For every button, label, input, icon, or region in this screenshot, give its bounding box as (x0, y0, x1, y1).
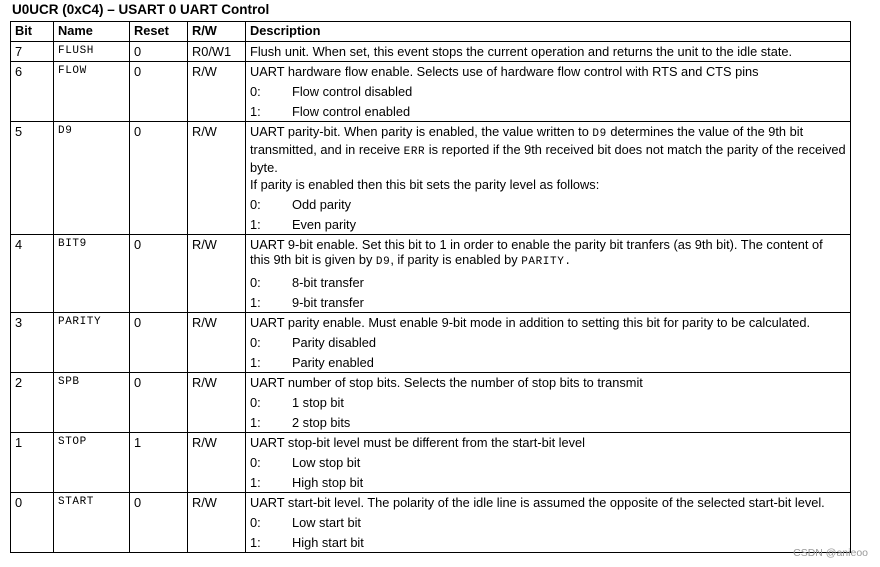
option-key: 1: (250, 294, 261, 310)
table-header-row (11, 22, 851, 42)
cell-bit: 6 (11, 62, 54, 122)
option-key: 1: (250, 354, 261, 370)
header-description: Description (246, 22, 851, 42)
option-row (250, 532, 846, 552)
description-text: UART parity enable. Must enable 9-bit mode in addition to setting this bit for parity to be calculated. (250, 315, 811, 330)
description-text: UART start-bit level. The polarity of the idle line is assumed the opposite of the selected start-bit level. (250, 495, 825, 510)
table-row (11, 433, 851, 493)
option-value: Flow control disabled (292, 83, 413, 99)
cell-reset: 0 (130, 313, 188, 373)
register-title: U0UCR (0xC4) – USART 0 UART Control (12, 2, 270, 17)
cell-bit: 5 (11, 122, 54, 235)
register-table (10, 21, 851, 553)
cell-rw: R/W (188, 433, 246, 493)
cell-rw: R/W (188, 122, 246, 235)
option-value: 9-bit transfer (292, 294, 364, 310)
cell-bit: 2 (11, 373, 54, 433)
cell-description (246, 62, 851, 122)
cell-bit: 1 (11, 433, 54, 493)
cell-description (246, 433, 851, 493)
option-key: 0: (250, 394, 261, 410)
table-row (11, 122, 851, 235)
option-key: 1: (250, 534, 261, 550)
table-row (11, 62, 851, 122)
option-key: 0: (250, 334, 261, 350)
cell-name: PARITY (54, 313, 130, 373)
option-value: Low start bit (292, 514, 361, 530)
cell-name: BIT9 (54, 235, 130, 313)
cell-rw: R/W (188, 313, 246, 373)
description-text: Flush unit. When set, this event stops the current operation and returns the unit to the idle state. (250, 44, 793, 59)
option-row (250, 472, 846, 492)
description-text: UART 9-bit enable. Set this bit to 1 in order to enable the parity bit tranfers (as 9th bit). The content of this 9th bit is given by D9, if parity is enabled by PARITY. (250, 237, 823, 268)
header-name: Name (54, 22, 130, 42)
table-row (11, 313, 851, 373)
cell-name: FLOW (54, 62, 130, 122)
description-text: UART stop-bit level must be different from the start-bit level (250, 435, 585, 450)
cell-reset: 0 (130, 235, 188, 313)
cell-description (246, 373, 851, 433)
option-value: High stop bit (292, 474, 364, 490)
cell-bit: 0 (11, 493, 54, 553)
option-row (250, 412, 846, 432)
table-row (11, 373, 851, 433)
table-row (11, 42, 851, 62)
option-row (250, 101, 846, 121)
cell-name: START (54, 493, 130, 553)
cell-reset: 0 (130, 373, 188, 433)
cell-reset: 0 (130, 62, 188, 122)
option-value: Low stop bit (292, 454, 361, 470)
header-bit: Bit (11, 22, 54, 42)
cell-bit: 7 (11, 42, 54, 62)
cell-bit: 4 (11, 235, 54, 313)
option-row (250, 332, 846, 352)
cell-description (246, 42, 851, 62)
option-row (250, 214, 846, 234)
option-key: 1: (250, 216, 261, 232)
option-key: 1: (250, 474, 261, 490)
option-value: 1 stop bit (292, 394, 344, 410)
cell-rw: R/W (188, 493, 246, 553)
description-text: UART parity-bit. When parity is enabled, the value written to D9 determines the value of the 9th bit transmitted, and in receive ERR is reported if the 9th received bit does not match the parity of the received byte. (250, 124, 846, 175)
option-value: Parity enabled (292, 354, 374, 370)
description-text: UART hardware flow enable. Selects use of hardware flow control with RTS and CTS pins (250, 64, 759, 79)
description-text: If parity is enabled then this bit sets the parity level as follows: (250, 177, 600, 192)
cell-reset: 0 (130, 42, 188, 62)
cell-rw: R/W (188, 373, 246, 433)
cell-description (246, 493, 851, 553)
option-row (250, 392, 846, 412)
cell-rw: R0/W1 (188, 42, 246, 62)
cell-name: SPB (54, 373, 130, 433)
option-key: 0: (250, 454, 261, 470)
description-text: UART number of stop bits. Selects the number of stop bits to transmit (250, 375, 643, 390)
option-value: Even parity (292, 216, 357, 232)
table-row (11, 235, 851, 313)
option-value: 2 stop bits (292, 414, 351, 430)
option-key: 0: (250, 83, 261, 99)
option-key: 1: (250, 103, 261, 119)
cell-reset: 0 (130, 122, 188, 235)
cell-description (246, 235, 851, 313)
watermark: CSDN @anieoo (793, 547, 868, 559)
cell-description (246, 313, 851, 373)
option-row (250, 452, 846, 472)
option-row (250, 292, 846, 312)
cell-reset: 1 (130, 433, 188, 493)
option-value: High start bit (292, 534, 364, 550)
cell-rw: R/W (188, 62, 246, 122)
option-row (250, 194, 846, 214)
option-row (250, 81, 846, 101)
option-key: 0: (250, 274, 261, 290)
table-row (11, 493, 851, 553)
cell-name: FLUSH (54, 42, 130, 62)
cell-description (246, 122, 851, 235)
cell-reset: 0 (130, 493, 188, 553)
cell-name: D9 (54, 122, 130, 235)
option-value: Parity disabled (292, 334, 376, 350)
option-row (250, 272, 846, 292)
option-row (250, 512, 846, 532)
option-value: Odd parity (292, 196, 352, 212)
cell-name: STOP (54, 433, 130, 493)
option-row (250, 352, 846, 372)
option-key: 0: (250, 514, 261, 530)
option-key: 0: (250, 196, 261, 212)
option-value: 8-bit transfer (292, 274, 364, 290)
option-key: 1: (250, 414, 261, 430)
option-value: Flow control enabled (292, 103, 411, 119)
header-rw: R/W (188, 22, 246, 42)
header-reset: Reset (130, 22, 188, 42)
cell-bit: 3 (11, 313, 54, 373)
cell-rw: R/W (188, 235, 246, 313)
